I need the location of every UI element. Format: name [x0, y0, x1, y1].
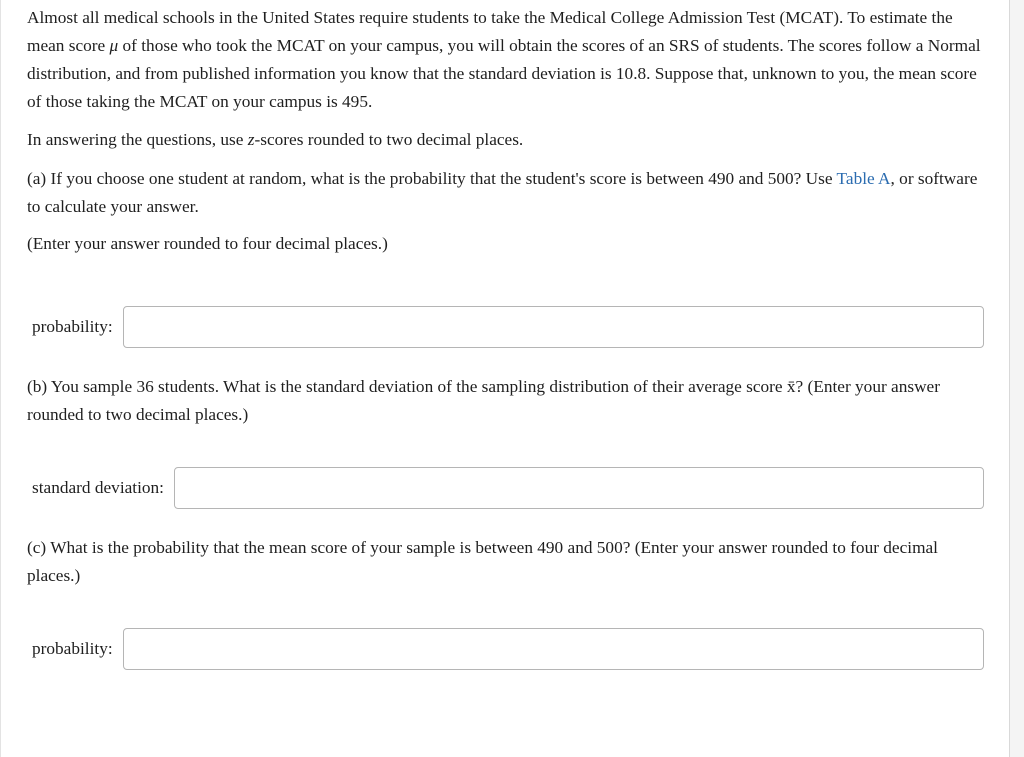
table-a-link[interactable]: Table A — [836, 169, 891, 188]
instructions-text-2: -scores rounded to two decimal places. — [254, 130, 524, 149]
scrollbar-gutter — [1010, 0, 1024, 757]
part-b-text-pre: (b) You sample 36 students. What is the standard deviation of the sampling distribution of their average score — [27, 377, 787, 396]
instructions-text-1: In answering the questions, use — [27, 130, 248, 149]
part-a-answer-row — [32, 306, 984, 348]
part-b-answer-label: standard deviation: — [32, 478, 164, 497]
part-a-text-post: , or software to calculate your answer. — [27, 169, 978, 216]
part-a-probability-input[interactable] — [123, 306, 984, 348]
part-a-enter-note: (Enter your answer rounded to four decimal places.) — [27, 234, 388, 253]
part-c-answer-row — [32, 628, 984, 670]
part-b-question — [27, 373, 987, 429]
part-c-probability-input[interactable] — [123, 628, 984, 670]
intro-paragraph — [27, 4, 987, 116]
part-b-answer-row — [32, 467, 984, 509]
intro-text-2: of those who took the MCAT on your campus, you will obtain the scores of an SRS of students. The scores follow a Normal distribution, and from published information you know that the standard deviation is 10.8. Suppose that, unknown to you, the mean score of those taking the MCAT on your campus is 495. — [27, 36, 981, 111]
part-a-text-pre: (a) If you choose one student at random, what is the probability that the student's score is between 490 and 500? Use — [27, 169, 837, 188]
part-b-standard-deviation-input[interactable] — [174, 467, 984, 509]
intro-text-1: Almost all medical schools in the United States require students to take the Medical College Admission Test (MCAT). To estimate the mean score — [27, 8, 953, 55]
question-content — [27, 4, 987, 670]
part-c-section — [27, 534, 987, 590]
part-a-question — [27, 165, 987, 221]
part-a-answer-label: probability: — [32, 317, 113, 336]
mu-symbol: μ — [109, 36, 119, 55]
part-c-answer-label: probability: — [32, 639, 113, 658]
part-c-question: (c) What is the probability that the mean score of your sample is between 490 and 500? (Enter your answer rounded to four decimal places.) — [27, 538, 938, 585]
part-b-text-post: ? (Enter your answer rounded to two decimal places.) — [27, 377, 940, 424]
part-b-section — [27, 373, 987, 429]
z-symbol: z — [247, 130, 255, 149]
xbar-symbol: x̄ — [786, 377, 796, 396]
instructions-paragraph — [27, 126, 987, 154]
